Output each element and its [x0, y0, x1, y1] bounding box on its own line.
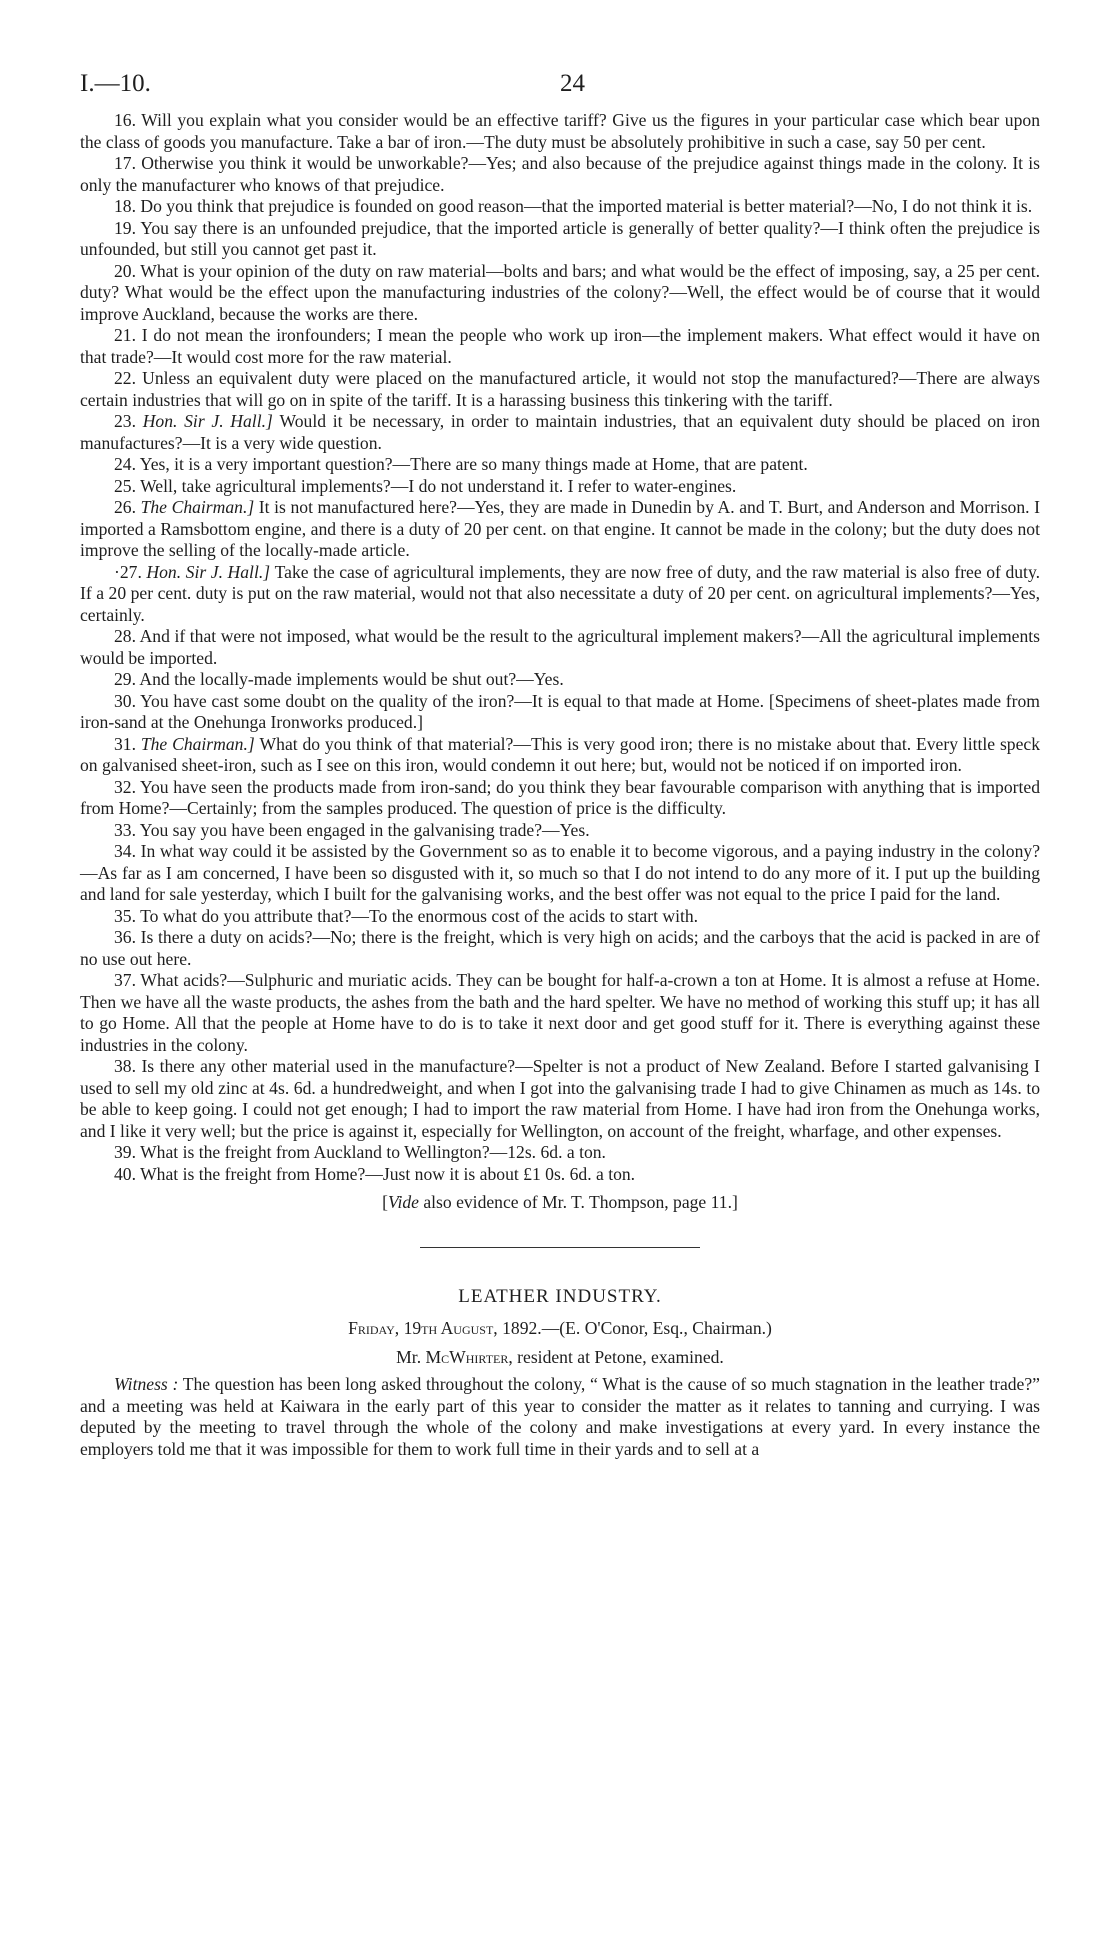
qa-paragraph [80, 1056, 1040, 1142]
qa-text: Unless an equivalent duty were placed on the manufactured article, it would not stop the manufactured?—There are always certain industries that will go on in spite of the tariff. It is a harassing business this tinkering with the tariff. [80, 368, 1041, 410]
qa-number: 36. [114, 927, 141, 947]
qa-text: Take the case of agricultural implements, they are now free of duty, and the raw material is also free of duty. If a 20 per cent. duty is put on the raw material, would not that also necessitate a duty of 20 per cent. on agricultural implements?—Yes, certainly. [80, 561, 1040, 625]
qa-number: 27. [119, 561, 147, 582]
qa-number: 28. [114, 626, 140, 646]
qa-speaker: Hon. Sir J. Hall.] [142, 411, 280, 431]
document-reference: I.—10. [80, 70, 151, 97]
qa-text: Would it be necessary, in order to maintain industries, that an equivalent duty should be placed on iron manufactures?—It is a very wide question. [80, 411, 1040, 453]
page-number: 24 [560, 70, 585, 97]
qa-text: Otherwise you think it would be unworkable?—Yes; and also because of the prejudice against things made in the colony. It is only the manufacturer who knows of that prejudice. [80, 153, 1040, 195]
qa-paragraph [80, 476, 1040, 498]
qa-paragraph [80, 841, 1040, 906]
qa-number: 16. [114, 110, 142, 130]
qa-text: Will you explain what you consider would be an effective tariff? Give us the figures in your particular case which bear upon the class of goods you manufacture. Take a bar of iron.—The duty must be absolutely prohibitive in such a case, say 50 per cent. [80, 110, 1040, 152]
testimony-lead: Witness : [114, 1374, 179, 1394]
qa-paragraph [80, 820, 1040, 842]
qa-text: To what do you attribute that?—To the enormous cost of the acids to start with. [140, 905, 699, 926]
qa-paragraph [80, 261, 1040, 326]
qa-number: 29. [114, 669, 140, 689]
qa-paragraph [80, 110, 1040, 153]
qa-number: 21. [114, 325, 142, 345]
section-date [80, 1318, 1040, 1339]
qa-number: 40. [114, 1163, 141, 1184]
qa-paragraph [80, 691, 1040, 734]
vide-italic: Vide [388, 1192, 419, 1212]
qa-text: It is not manufactured here?—Yes, they are made in Dunedin by A. and T. Burt, and Anderson and Morrison. I imported a Ramsbottom engine, and there is a duty of 20 per cent. on that engine. It cannot be made in the colony; but the duty does not improve the selling of the locally-made article. [80, 497, 1040, 560]
qa-text: You have seen the products made from iron-sand; do you think they bear favourable comparison with anything that is imported from Home?—Certainly; from the samples produced. The question of price is the difficulty. [80, 776, 1040, 818]
section-divider [420, 1247, 700, 1248]
qa-number: 32. [114, 776, 141, 797]
qa-text: What is the freight from Auckland to Wellington?—12s. 6d. a ton. [140, 1142, 606, 1162]
qa-text: You say you have been engaged in the galvanising trade?—Yes. [139, 819, 590, 840]
qa-text: Do you think that prejudice is founded on good reason—that the imported material is better material?—No, I do not think it is. [140, 196, 1033, 216]
qa-paragraph [80, 562, 1040, 627]
qa-number: 39. [114, 1142, 141, 1162]
section-date-day: Friday, 19th August, 1892. [348, 1318, 542, 1338]
qa-text: What acids?—Sulphuric and muriatic acids. They can be bought for half-a-crown a ton at Home. It is almost a refuse at Home. Then we have all the waste products, the ashes from the bath and the hard spelter. We have no method of working this stuff up; it has all to go Home. All that the people at Home have to do is to take it next door and get good stuff for it. There is everything against these industries in the colony. [80, 970, 1040, 1055]
qa-paragraph [80, 196, 1040, 218]
qa-text: And the locally-made implements would be shut out?—Yes. [139, 669, 564, 689]
section-witness [80, 1347, 1040, 1368]
witness-detail: , resident at Petone, examined. [508, 1347, 724, 1367]
qa-text: What is your opinion of the duty on raw material—bolts and bars; and what would be the effect of imposing, say, a 25 per cent. duty? What would be the effect upon the manufacturing industries of the colony?—Well, the effect would be of course that it would improve Auckland, because the works are there. [80, 260, 1041, 324]
qa-number: 35. [114, 905, 141, 926]
qa-text: What is the freight from Home?—Just now it is about £1 0s. 6d. a ton. [140, 1163, 636, 1184]
qa-paragraph [80, 1164, 1040, 1186]
qa-speaker: The Chairman.] [140, 497, 259, 517]
qa-paragraph [80, 777, 1040, 820]
witness-name: McWhirter [425, 1347, 509, 1367]
qa-number: 23. [114, 411, 143, 431]
qa-paragraph [80, 218, 1040, 261]
qa-text: In what way could it be assisted by the Government so as to enable it to become vigorous, and a paying industry in the colony?—As far as I am concerned, I have been so disgusted with it, so much so that I do not intend to do any more of it. I put up the building and land for sale yesterday, which I built for the galvanising works, and the best offer was not equal to the price I paid for the land. [80, 841, 1040, 904]
qa-number: 38. [114, 1056, 142, 1076]
qa-paragraph [80, 927, 1040, 970]
qa-paragraph [80, 411, 1040, 454]
qa-number: 33. [114, 819, 140, 840]
qa-number: 20. [114, 260, 141, 281]
witness-prefix: Mr. [396, 1347, 426, 1367]
document-page [80, 70, 1040, 1460]
qa-paragraph [80, 1142, 1040, 1164]
qa-text: I do not mean the ironfounders; I mean the people who work up iron—the implement makers. What effect would it have on that trade?—It would cost more for the raw material. [80, 325, 1040, 367]
section-date-chair: —(E. O'Conor, Esq., Chairman.) [541, 1318, 772, 1338]
qa-number: 17. [114, 153, 142, 173]
qa-number: 34. [114, 841, 141, 861]
qa-number: 25. [114, 475, 141, 496]
testimony-text: The question has been long asked throughout the colony, “ What is the cause of so much stagnation in the leather trade?” and a meeting was held at Kaiwara in the early part of this year to consider the matter as it relates to tanning and currying. I was deputed by the meeting to travel through the whole of the colony and make investigations at every yard. In every instance the employers told me that it was impossible for them to work full time in their yards and to sell at a [80, 1374, 1040, 1459]
qa-text: You have cast some doubt on the quality of the iron?—It is equal to that made at Home. [Specimens of sheet-plates made from iron-sand at the Onehunga Ironworks produced.] [80, 690, 1040, 732]
qa-paragraph [80, 454, 1040, 476]
qa-paragraph [80, 669, 1040, 691]
qa-text: Is there any other material used in the manufacture?—Spelter is not a product of New Zealand. Before I started galvanising I used to sell my old zinc at 4s. 6d. a hundredweight, and when I got into the galvanising trade I had to give Chinamen as much as 14s. to be able to keep going. I could not get enough; I had to import the raw material from Home. I have had iron from the Onehunga works, and I like it very well; but the price is against it, especially for Wellington, on account of the freight, wharfage, and other expenses. [80, 1056, 1041, 1141]
qa-number: 24. [114, 454, 140, 474]
qa-mark: · [114, 561, 120, 582]
qa-paragraph [80, 153, 1040, 196]
qa-number: 26. [114, 497, 141, 517]
vide-rest: also evidence of Mr. T. Thompson, page 11.] [418, 1192, 738, 1212]
qa-speaker: The Chairman.] [140, 733, 260, 754]
qa-text: Is there a duty on acids?—No; there is the freight, which is very high on acids; and the carboys that the acid is packed in are of no use out here. [80, 927, 1040, 969]
question-answer-list [80, 110, 1040, 1185]
qa-number: 19. [114, 217, 141, 238]
qa-text: You say there is an unfounded prejudice, that the imported article is generally of better quality?—I think often the prejudice is unfounded, but still you cannot get past it. [80, 217, 1040, 259]
qa-paragraph [80, 906, 1040, 928]
qa-paragraph [80, 325, 1040, 368]
qa-text: What do you think of that material?—This is very good iron; there is no mistake about that. Every little speck on galvanised sheet-iron, such as I see on this iron, would condemn it out here; but, would not be noticed if on imported iron. [80, 733, 1041, 775]
vide-open: [ [382, 1192, 388, 1212]
page-header [80, 70, 1040, 110]
witness-testimony [80, 1374, 1040, 1460]
qa-paragraph [80, 497, 1040, 562]
qa-paragraph [80, 734, 1040, 777]
qa-paragraph [80, 368, 1040, 411]
qa-text: And if that were not imposed, what would be the result to the agricultural implement makers?—All the agricultural implements would be imported. [80, 626, 1041, 668]
qa-speaker: Hon. Sir J. Hall.] [146, 561, 275, 582]
vide-note [80, 1191, 1040, 1213]
qa-paragraph [80, 970, 1040, 1056]
qa-number: 22. [114, 368, 143, 388]
qa-paragraph [80, 626, 1040, 669]
qa-number: 37. [114, 970, 141, 990]
qa-number: 31. [114, 733, 141, 754]
qa-number: 30. [114, 690, 141, 711]
section-title: LEATHER INDUSTRY. [458, 1286, 662, 1307]
qa-text: Yes, it is a very important question?—There are so many things made at Home, that are patent. [139, 454, 808, 474]
qa-text: Well, take agricultural implements?—I do not understand it. I refer to water-engines. [140, 475, 737, 496]
qa-number: 18. [114, 196, 141, 216]
